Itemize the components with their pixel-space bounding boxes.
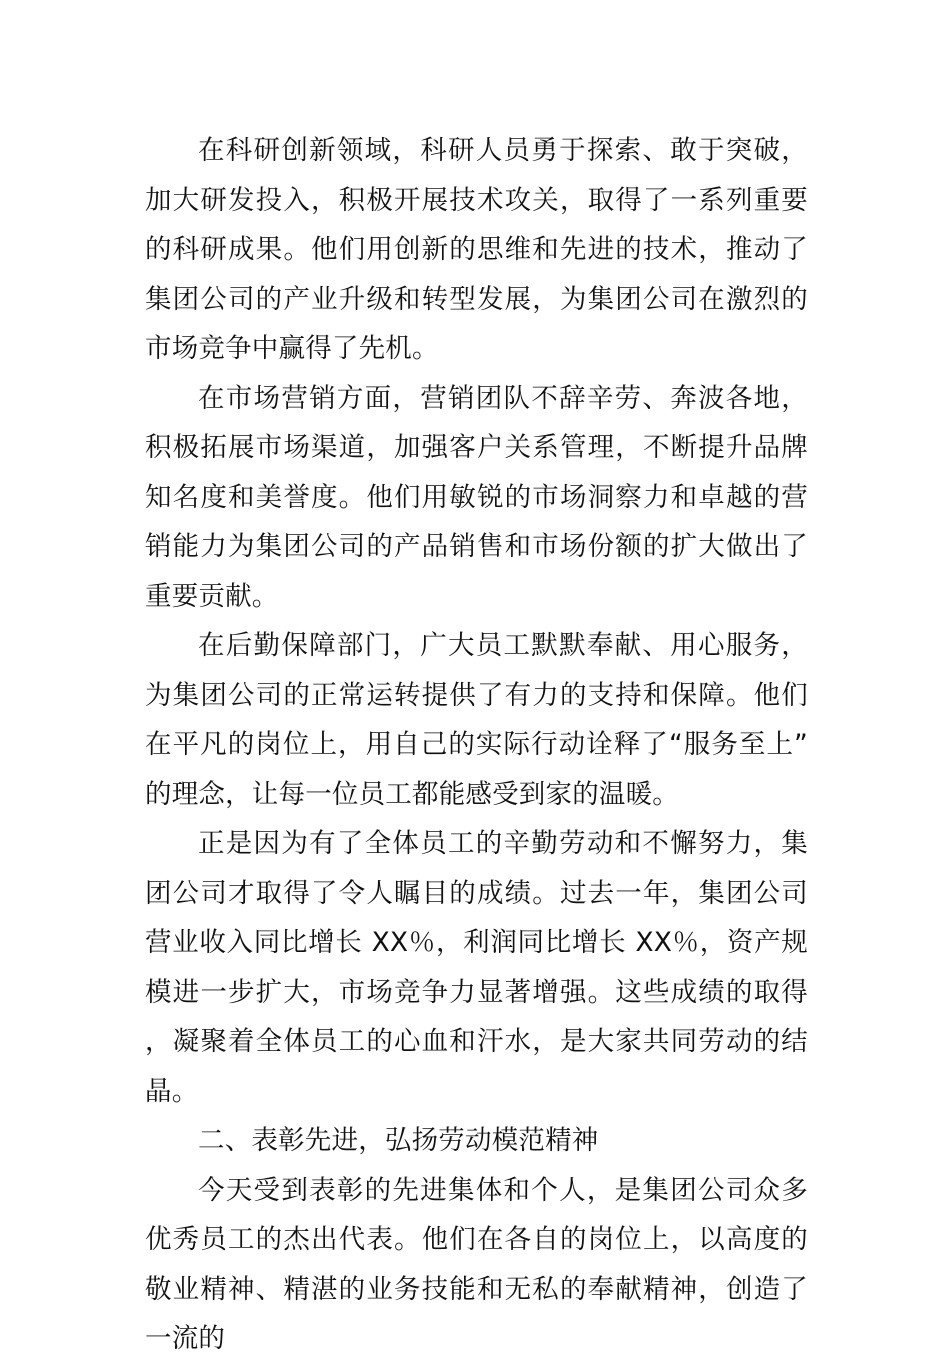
paragraph-marketing: 在市场营销方面，营销团队不辞辛劳、奔波各地，积极拓展市场渠道，加强客户关系管理，不断提升品牌知名度和美誉度。他们用敏锐的市场洞察力和卓越的营销能力为集团公司的产品销售和市场份额的扩大做出了重要贡献。 bbox=[145, 382, 808, 612]
paragraph-commendation: 今天受到表彰的先进集体和个人，是集团公司众多优秀员工的杰出代表。他们在各自的岗位上，以高度的敬业精神、精湛的业务技能和无私的奉献精神，创造了一流的 bbox=[145, 1174, 808, 1354]
paragraph-research: 在科研创新领域，科研人员勇于探索、敢于突破，加大研发投入，积极开展技术攻关，取得了一系列重要的科研成果。他们用创新的思维和先进的技术，推动了集团公司的产业升级和转型发展，为集团公司在激烈的市场竞争中赢得了先机。 bbox=[145, 135, 808, 364]
paragraph-logistics: 在后勤保障部门，广大员工默默奉献、用心服务，为集团公司的正常运转提供了有力的支持和保障。他们在平凡的岗位上，用自己的实际行动诠释了“服务至上”的理念，让每一位员工都能感受到家的温暖。 bbox=[145, 630, 808, 810]
document-body bbox=[145, 126, 808, 1364]
paragraph-achievements: 正是因为有了全体员工的辛勤劳动和不懈努力，集团公司才取得了令人瞩目的成绩。过去一年，集团公司营业收入同比增长 XX％，利润同比增长 XX％，资产规模进一步扩大，市场竞争力显著增强。这些成绩的取得，凝聚着全体员工的心血和汗水，是大家共同劳动的结晶。 bbox=[145, 828, 808, 1107]
section-heading: 二、表彰先进，弘扬劳动模范精神 bbox=[198, 1125, 599, 1156]
